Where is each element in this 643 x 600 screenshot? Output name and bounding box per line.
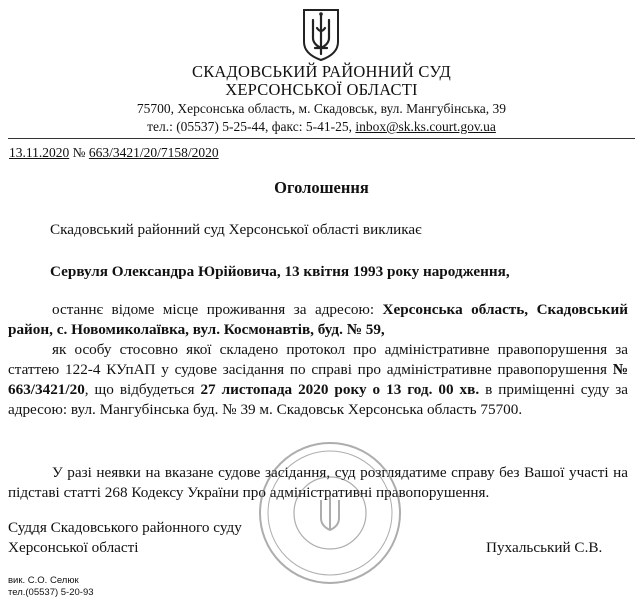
- person-line: Сервуля Олександра Юрійовича, 13 квітня 1993 року народження,: [50, 263, 510, 280]
- residence-lead: останнє відоме місце проживання за адресою:: [52, 301, 383, 318]
- case-number: № 663/3421/20: [8, 361, 628, 398]
- document-reference: [9, 145, 219, 161]
- court-region: ХЕРСОНСЬКОЇ ОБЛАСТІ: [225, 80, 418, 99]
- email-link[interactable]: inbox@sk.ks.court.gov.ua: [355, 119, 496, 134]
- case-text-1: як особу стосовно якої складено протокол про адміністративне правопорушення за статтею 122-4 КУпАП у судове засідання по справі про адміністративне правопорушення: [8, 341, 628, 378]
- judge-position-line2: Херсонської області: [8, 539, 139, 556]
- case-text-3: в приміщенні суду за адресою: вул. Мангубінська буд. № 39 м. Скадовськ Херсонська область 75700.: [8, 381, 629, 418]
- case-paragraph: [8, 340, 628, 420]
- document-number: 663/3421/20/7158/2020: [88, 145, 219, 160]
- notice-body: [8, 300, 628, 420]
- executor-name: вик. С.О. Селюк: [8, 575, 79, 586]
- document-date: 13.11.2020: [9, 145, 70, 160]
- phone-fax: тел.: (05537) 5-25-44, факс: 5-41-25,: [147, 119, 356, 134]
- executor-phone: тел.(05537) 5-20-93: [8, 587, 94, 598]
- case-text-2: , що відбудеться: [84, 381, 201, 398]
- warning-paragraph: У разі неявки на вказане судове засідання, суд розглядатиме справу без Вашої участі на підставі статті 268 Кодексу України про адміністративні правопорушення.: [8, 464, 628, 501]
- court-address: 75700, Херсонська область, м. Скадовськ, вул. Мангубінська, 39: [136, 101, 507, 116]
- number-label: №: [69, 145, 89, 160]
- residence-address: Херсонська область, Скадовський район, с. Новомиколаївка, вул. Космонавтів, буд. № 59,: [8, 301, 628, 338]
- residence-paragraph: [8, 300, 628, 340]
- court-name: СКАДОВСЬКИЙ РАЙОННИЙ СУД: [191, 62, 451, 81]
- judge-name: Пухальський С.В.: [486, 539, 603, 556]
- hearing-datetime: 27 листопада 2020 року о 13 год. 00 хв.: [200, 381, 480, 398]
- coat-of-arms-icon: [301, 8, 341, 62]
- header-divider: [8, 138, 635, 139]
- court-seal-stamp: [255, 438, 405, 588]
- judge-position-line1: Суддя Скадовського районного суду: [8, 519, 242, 536]
- court-contacts: [0, 119, 643, 135]
- document-title: Оголошення: [274, 178, 369, 197]
- intro-line: Скадовський районний суд Херсонської області викликає: [50, 221, 422, 238]
